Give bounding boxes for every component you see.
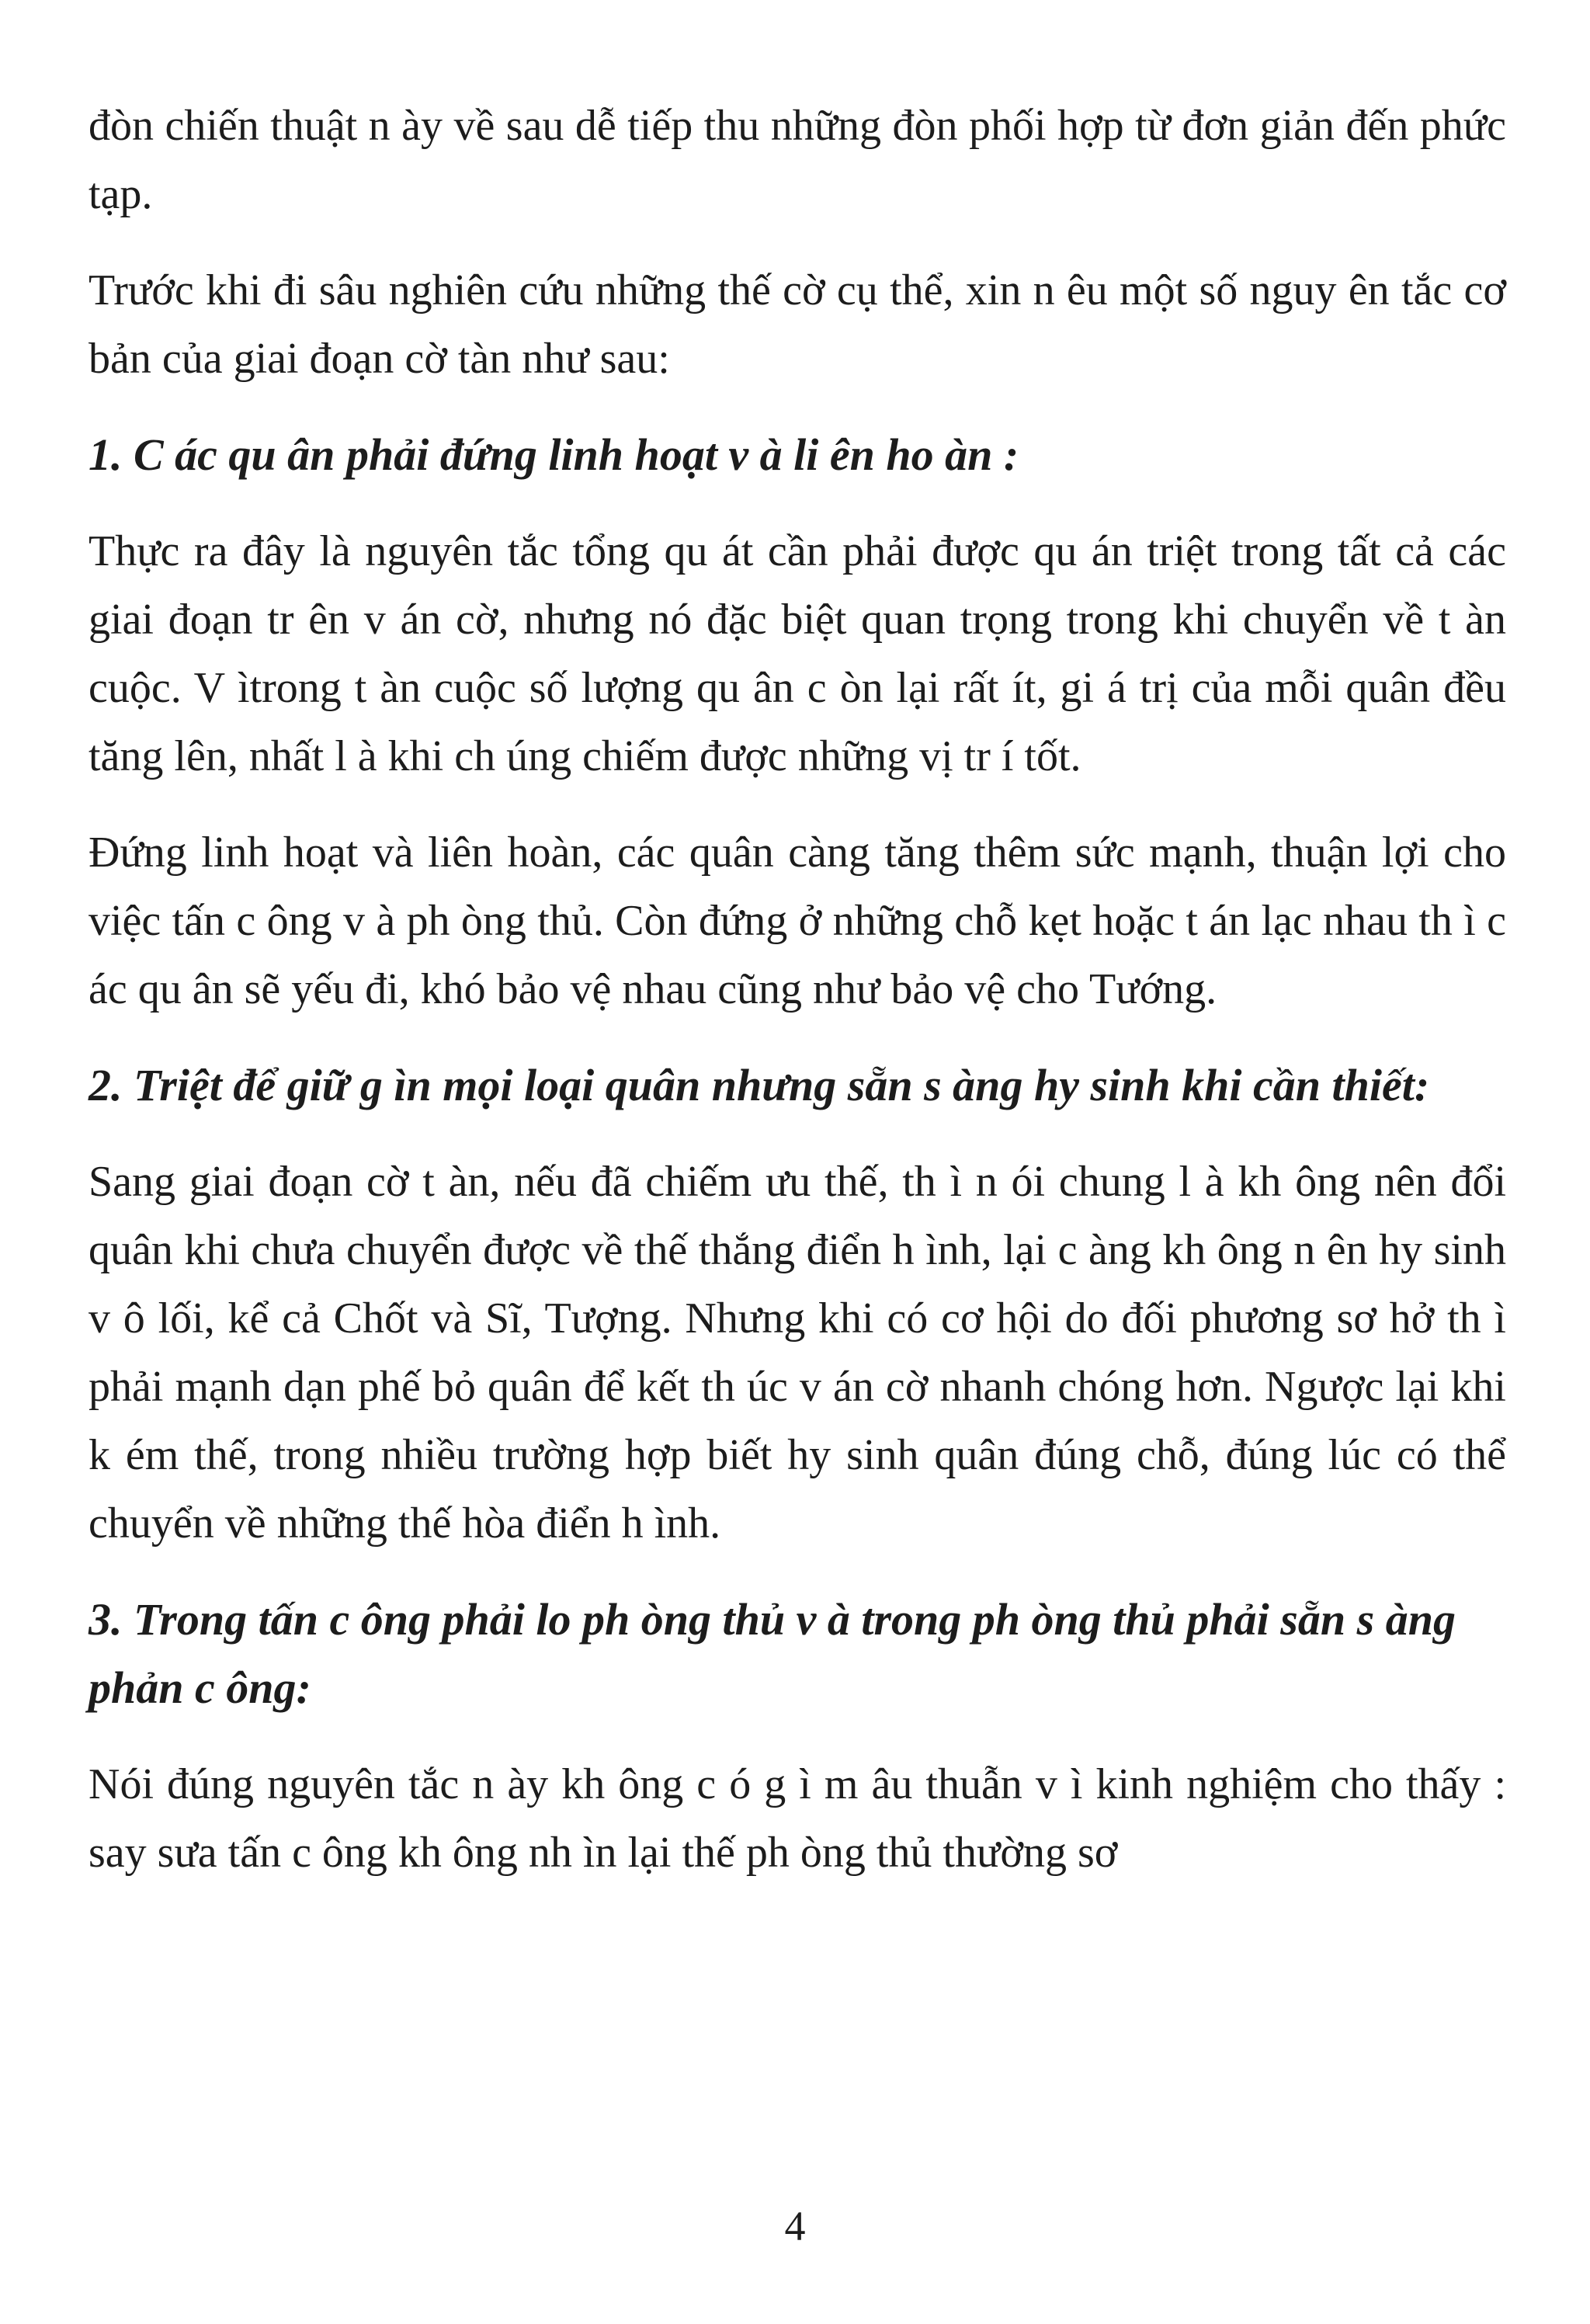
section-heading-1: 1. C ác qu ân phải đứng linh hoạt v à li ên ho àn : [89, 429, 1019, 480]
paragraph-section-1b: Đứng linh hoạt và liên hoàn, các quân càng tăng thêm sức mạnh, thuận lợi cho việc tấn c ông v à ph òng thủ. Còn đứng ở những chỗ kẹt hoặc t án lạc nhau th ì c ác qu ân sẽ yếu đi, khó bảo vệ nhau cũng như bảo vệ cho Tướng. [89, 829, 1506, 1013]
paragraph-section-1a: Thực ra đây là nguyên tắc tổng qu át cần phải được qu án triệt trong tất cả các giai đoạn tr ên v án cờ, nhưng nó đặc biệt quan trọng trong khi chuyển về t àn cuộc. V ìtrong t àn cuộc số lượng qu ân c òn lại rất ít, gi á trị của mỗi quân đều tăng lên, nhất l à khi ch úng chiếm được những vị tr í tốt. [89, 527, 1506, 780]
paragraph-section-3: Nói đúng nguyên tắc n ày kh ông c ó g ì m âu thuẫn v ì kinh nghiệm cho thấy : say sưa tấn c ông kh ông nh ìn lại thế ph òng thủ thường sơ [89, 1760, 1506, 1877]
paragraph-section-2: Sang giai đoạn cờ t àn, nếu đã chiếm ưu thế, th ì n ói chung l à kh ông nên đổi quân khi chưa chuyển được về thế thắng điển h ình, lại c àng kh ông n ên hy sinh v ô lối, kể cả Chốt và Sĩ, Tượng. Nhưng khi có cơ hội do đối phương sơ hở th ì phải mạnh dạn phế bỏ quân để kết th úc v án cờ nhanh chóng hơn. Ngược lại khi k ém thế, trong nhiều trường hợp biết hy sinh quân đúng chỗ, đúng lúc có thể chuyển về những thế hòa điển h ình. [89, 1158, 1506, 1548]
section-heading-2: 2. Triệt để giữ g ìn mọi loại quân nhưng sẵn s àng hy sinh khi cần thiết: [89, 1060, 1430, 1110]
paragraph-continuation: đòn chiến thuật n ày về sau dễ tiếp thu những đòn phối hợp từ đơn giản đến phức tạp. [89, 102, 1506, 218]
paragraph-intro: Trước khi đi sâu nghiên cứu những thế cờ cụ thể, xin n êu một số nguy ên tắc cơ bản của giai đoạn cờ tàn như sau: [89, 266, 1506, 383]
document-page [89, 92, 1506, 1915]
page-number: 4 [784, 2203, 806, 2249]
section-heading-3: 3. Trong tấn c ông phải lo ph òng thủ v à trong ph òng thủ phải sẵn s àng phản c ông: [89, 1594, 1456, 1713]
